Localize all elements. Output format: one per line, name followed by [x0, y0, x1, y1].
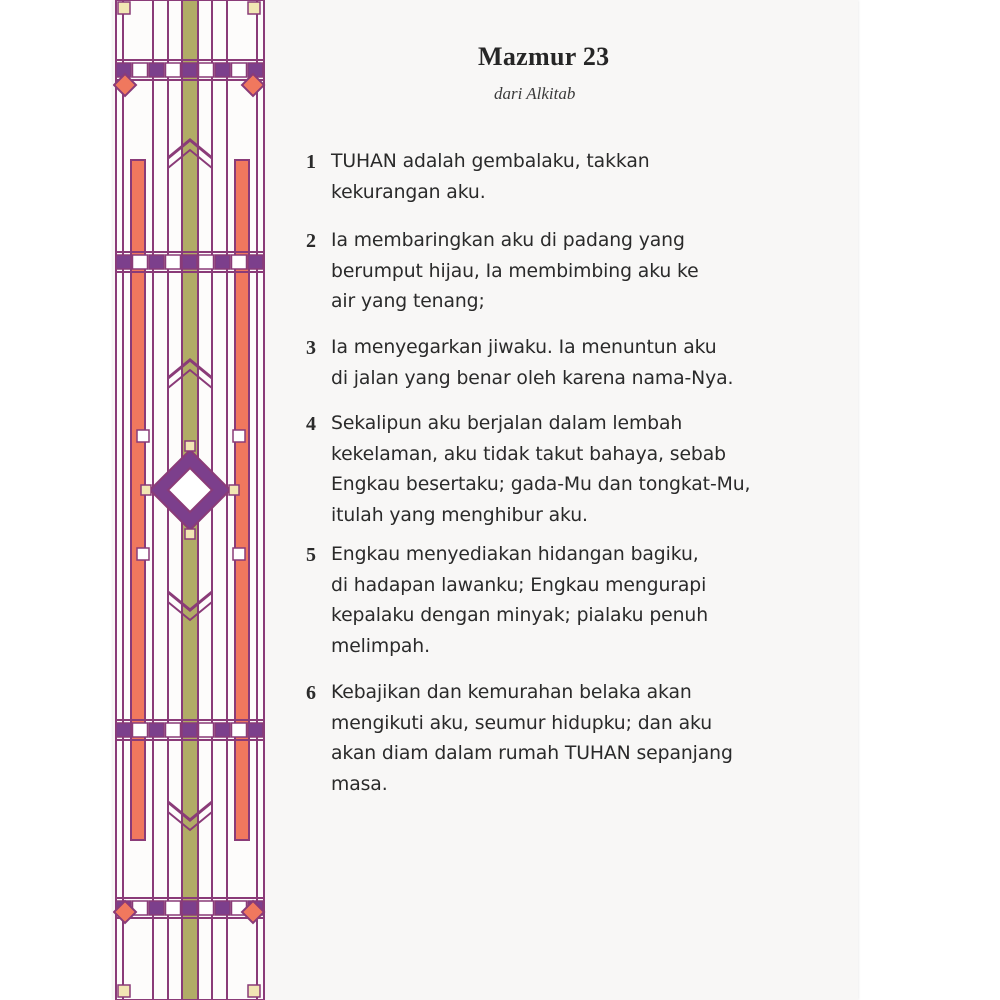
verse-line: Sekalipun aku berjalan dalam lembah	[331, 413, 683, 434]
verse-line: Ia menyegarkan jiwaku. Ia menuntun aku	[331, 337, 717, 358]
accent-square-4	[137, 430, 149, 442]
band-tile	[149, 255, 164, 269]
page-subtitle: dari Alkitab	[494, 84, 576, 103]
verse-6	[300, 678, 820, 800]
center-jewel-0	[185, 441, 195, 451]
verse-line: mengikuti aku, seumur hidupku; dan aku	[331, 712, 713, 734]
band-tile	[215, 255, 230, 269]
band-tile	[133, 63, 148, 77]
band-tile	[199, 723, 214, 737]
verse-line: Engkau menyediakan hidangan bagiku,	[331, 544, 699, 565]
band-tile	[116, 255, 131, 269]
verse-line: kepalaku dengan minyak; pialaku penuh	[331, 605, 709, 626]
verse-number: 5	[306, 544, 316, 566]
verse-line: Ia membaringkan aku di padang yang	[331, 230, 685, 251]
accent-square-0	[118, 2, 130, 14]
verse-3	[300, 333, 820, 394]
band-tile	[215, 63, 230, 77]
accent-square-5	[233, 430, 245, 442]
band-tile	[182, 901, 197, 915]
verse-1	[300, 147, 820, 208]
band-tile	[215, 723, 230, 737]
stained-glass-border	[113, 0, 267, 1000]
band-tile	[149, 63, 164, 77]
band-tile	[199, 63, 214, 77]
verse-number: 2	[306, 230, 316, 252]
accent-square-7	[233, 548, 245, 560]
verse-line: kekurangan aku.	[331, 181, 486, 203]
accent-square-1	[248, 2, 260, 14]
band-tile	[182, 723, 197, 737]
accent-square-2	[118, 985, 130, 997]
band-tile	[232, 255, 247, 269]
accent-square-3	[248, 985, 260, 997]
verse-line: akan diam dalam rumah TUHAN sepanjang	[331, 743, 733, 764]
verse-line: kekelaman, aku tidak takut bahaya, sebab	[331, 443, 726, 465]
verse-number: 3	[306, 337, 316, 359]
band-tile	[232, 63, 247, 77]
verse-line: Kebajikan dan kemurahan belaka akan	[331, 682, 692, 703]
verse-line: TUHAN adalah gembalaku, takkan	[331, 151, 650, 172]
verse-number: 6	[306, 682, 316, 704]
center-jewel-1	[229, 485, 239, 495]
verse-line: melimpah.	[331, 635, 430, 657]
band-tile	[133, 723, 148, 737]
band-tile	[182, 63, 197, 77]
band-tile	[248, 723, 263, 737]
verse-line: berumput hijau, Ia membimbing aku ke	[331, 260, 699, 282]
verse-line: di hadapan lawanku; Engkau mengurapi	[331, 574, 707, 596]
band-tile	[199, 255, 214, 269]
verse-line: Engkau besertaku; gada-Mu dan tongkat-Mu,	[331, 474, 751, 495]
band-tile	[166, 255, 181, 269]
band-tile	[116, 723, 131, 737]
verse-line: masa.	[331, 773, 388, 795]
verse-line: air yang tenang;	[331, 291, 485, 312]
band-tile	[182, 255, 197, 269]
band-tile	[248, 255, 263, 269]
band-tile	[166, 901, 181, 915]
verse-number: 1	[306, 151, 316, 173]
band-tile	[149, 901, 164, 915]
verse-2	[300, 226, 820, 318]
band-tile	[199, 901, 214, 915]
band-tile	[166, 63, 181, 77]
band-tile	[232, 723, 247, 737]
verse-line: itulah yang menghibur aku.	[331, 504, 588, 526]
center-jewel-3	[141, 485, 151, 495]
verse-number: 4	[306, 413, 316, 435]
band-tile	[248, 63, 263, 77]
band-tile	[149, 723, 164, 737]
center-jewel-2	[185, 529, 195, 539]
verse-5	[300, 540, 820, 662]
verse-line: di jalan yang benar oleh karena nama-Nya.	[331, 367, 734, 389]
band-tile	[166, 723, 181, 737]
verse-4	[300, 409, 820, 531]
page-title: Mazmur 23	[478, 42, 610, 71]
accent-square-6	[137, 548, 149, 560]
band-tile	[133, 255, 148, 269]
band-tile	[215, 901, 230, 915]
